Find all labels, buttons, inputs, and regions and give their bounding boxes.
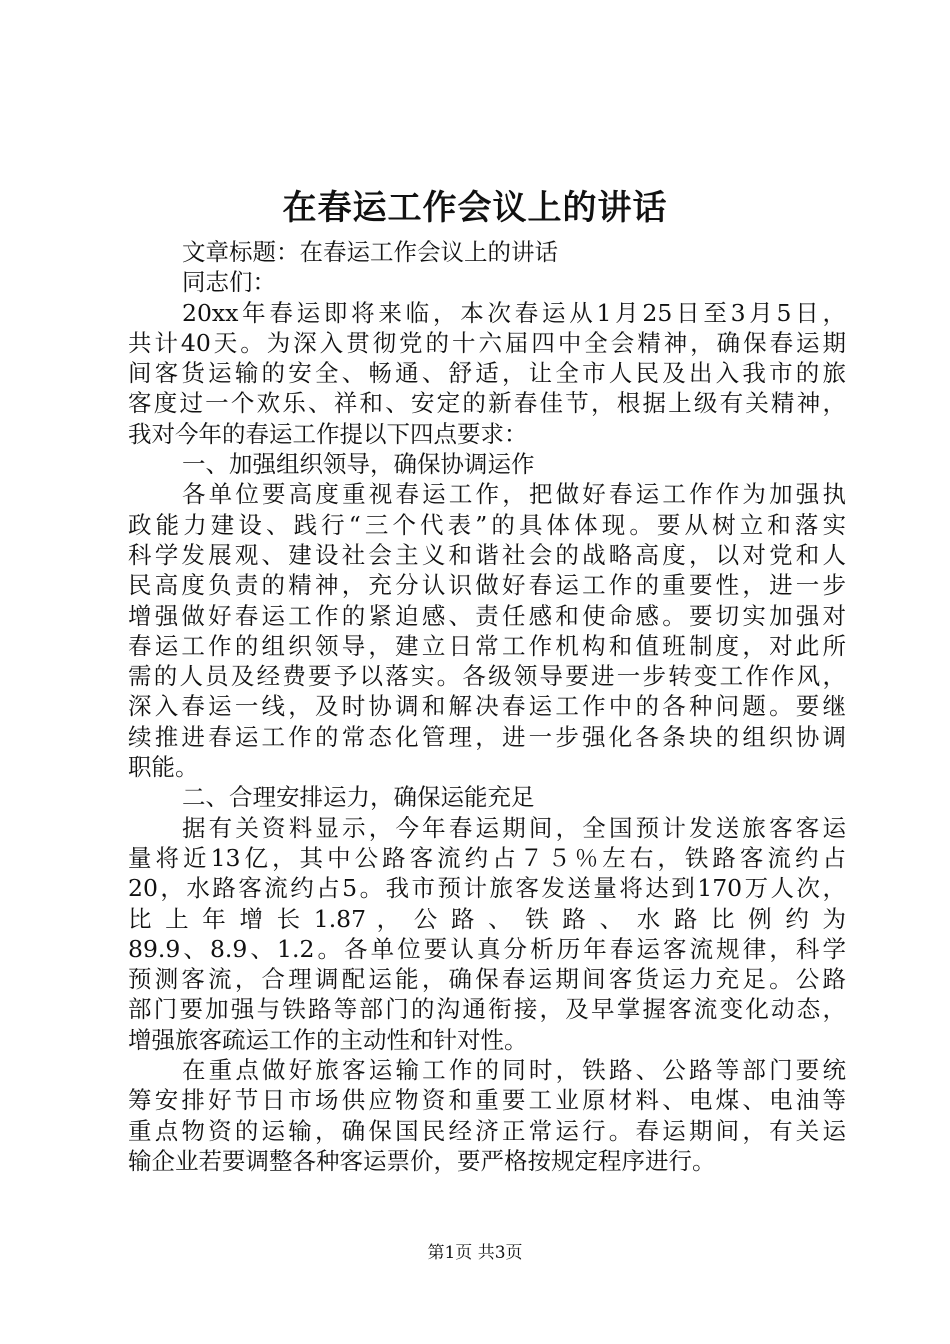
text-line: 二、合理安排运力，确保运能充足 [182,783,535,812]
text-line: 春运工作的组织领导，建立日常工作机构和值班制度，对此所 [128,631,846,660]
text-line: 政能力建设、践行“三个代表”的具体体现。要从树立和落实 [128,510,846,539]
text-line: 民高度负责的精神，充分认识做好春运工作的重要性，进一步 [128,571,846,600]
text-line: 20xx年春运即将来临，本次春运从1月25日至3月5日， [182,298,846,327]
text-line: 据有关资料显示，今年春运期间，全国预计发送旅客客运 [182,813,846,842]
text-line: 文章标题：在春运工作会议上的讲话 [182,238,558,266]
page-footer: 第1页 共3页 [427,1243,523,1263]
text-line: 一、加强组织领导，确保协调运作 [182,450,535,479]
text-line: 在重点做好旅客运输工作的同时，铁路、公路等部门要统 [182,1056,846,1085]
text-line: 量将近13亿，其中公路客流约占７５％左右，铁路客流约占 [128,843,846,872]
text-line: 深入春运一线，及时协调和解决春运工作中的各种问题。要继 [128,692,846,721]
text-line: 我对今年的春运工作提以下四点要求： [128,419,528,448]
document-body [128,237,846,1176]
text-line: 客度过一个欢乐、祥和、安定的新春佳节，根据上级有关精神， [128,389,846,418]
text-line: 各单位要高度重视春运工作，把做好春运工作作为加强执 [182,480,846,509]
text-line: 20，水路客流约占5。我市预计旅客发送量将达到170万人次， [128,874,846,903]
text-line: 部门要加强与铁路等部门的沟通衔接，及早掌握客流变化动态， [128,995,846,1024]
text-line: 增强做好春运工作的紧迫感、责任感和使命感。要切实加强对 [128,601,846,630]
text-line: 比 上 年 增 长 1.87 ， 公 路 、 铁 路 、 水 路 比 例 约 为 [128,904,846,933]
text-line: 同志们： [182,268,276,297]
text-line: 间客货运输的安全、畅通、舒适，让全市人民及出入我市的旅 [128,359,846,388]
text-line: 需的人员及经费要予以落实。各级领导要进一步转变工作作风， [128,662,846,691]
text-line: 输企业若要调整各种客运票价，要严格按规定程序进行。 [128,1146,716,1175]
text-line: 增强旅客疏运工作的主动性和针对性。 [128,1025,528,1054]
page-title: 在春运工作会议上的讲话 [282,188,668,228]
text-line: 预测客流，合理调配运能，确保春运期间客货运力充足。公路 [128,965,846,994]
text-line: 续推进春运工作的常态化管理，进一步强化各条块的组织协调 [128,722,846,751]
text-line: 科学发展观、建设社会主义和谐社会的战略高度，以对党和人 [128,540,846,569]
text-line: 重点物资的运输，确保国民经济正常运行。春运期间，有关运 [128,1116,846,1145]
text-line: 89.9、8.9、1.2。各单位要认真分析历年春运客流规律，科学 [128,934,846,963]
text-line: 共计40天。为深入贯彻党的十六届四中全会精神，确保春运期 [128,328,846,357]
text-line: 筹安排好节日市场供应物资和重要工业原材料、电煤、电油等 [128,1086,846,1115]
text-line: 职能。 [128,753,199,782]
